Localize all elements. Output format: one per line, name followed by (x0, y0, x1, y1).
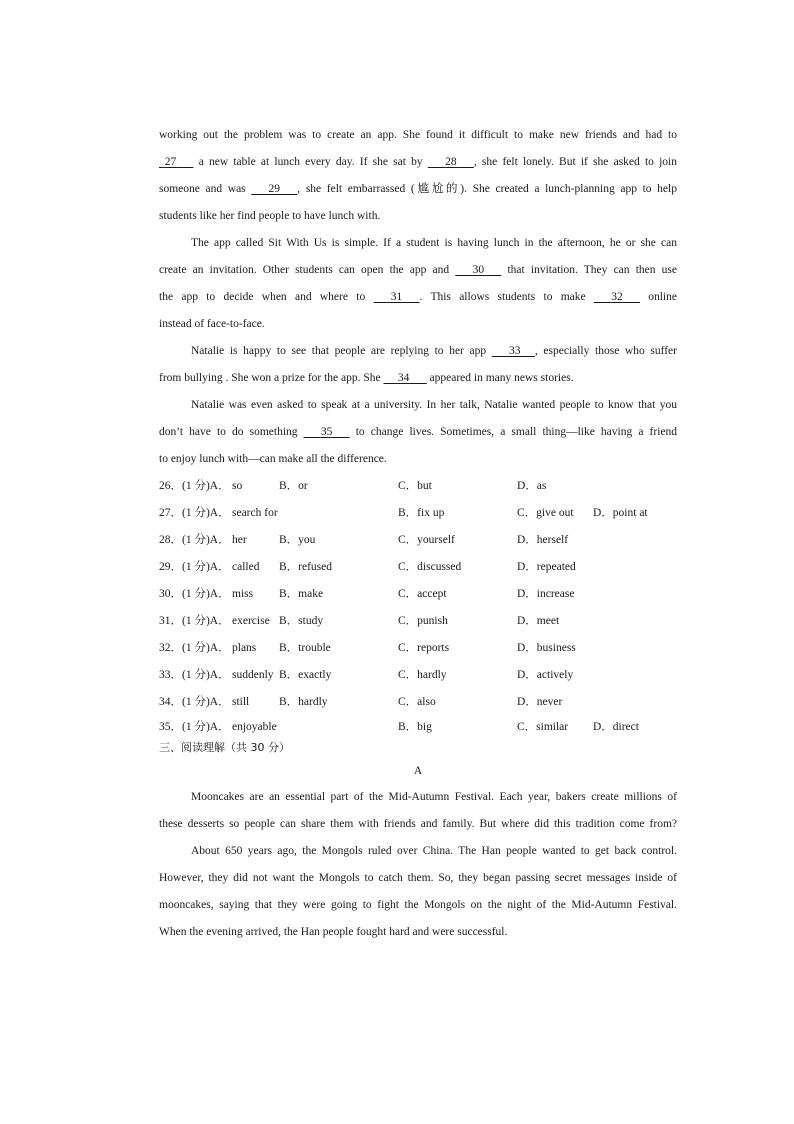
reading-line: About 650 years ago, the Mongols ruled over China. The Han people wanted to get back control. (191, 845, 677, 857)
option-a: suddenly (232, 669, 274, 681)
option-a: miss (232, 588, 254, 600)
question-number: 32．(1 分)A． (159, 642, 230, 654)
option-a: called (232, 561, 260, 573)
option-d: D．repeated (517, 561, 576, 573)
option-b: B．hardly (279, 696, 328, 708)
question-number: 30．(1 分)A． (159, 588, 230, 600)
question-30 (159, 581, 677, 608)
option-a: exercise (232, 615, 270, 627)
option-c: C．also (398, 696, 436, 708)
option-d: D．point at (593, 507, 648, 519)
passage-line: don’t have to do something 35 to change lives. Sometimes, a small thing—like having a friend (159, 419, 677, 446)
passage-line: working out the problem was to create an app. She found it difficult to make new friends and had to (159, 129, 677, 141)
question-number: 29．(1 分)A． (159, 561, 230, 573)
option-d: D．actively (517, 669, 574, 681)
question-number: 26．(1 分)A． (159, 480, 230, 492)
question-number: 31．(1 分)A． (159, 615, 230, 627)
option-b: B．fix up (398, 507, 445, 519)
option-c: C．similar (517, 721, 569, 733)
passage-line: Natalie is happy to see that people are replying to her app 33 , especially those who suffer (159, 338, 677, 365)
option-a: search for (232, 507, 278, 519)
passage-line: Natalie was even asked to speak at a university. In her talk, Natalie wanted people to know that you (191, 399, 677, 411)
passage-line: from bullying . She won a prize for the app. She 34 appeared in many news stories. (159, 365, 677, 392)
question-26 (159, 473, 677, 500)
passage-line: instead of face-to-face. (159, 318, 265, 330)
blank-29: 29 (268, 183, 281, 195)
option-d: D．business (517, 642, 576, 654)
question-29 (159, 554, 677, 581)
exam-page (159, 122, 677, 946)
question-number: 28．(1 分)A． (159, 534, 230, 546)
question-number: 34．(1 分)A． (159, 696, 230, 708)
question-33 (159, 662, 677, 689)
option-b: B．trouble (279, 642, 331, 654)
option-c: C．punish (398, 615, 448, 627)
option-d: D．never (517, 696, 563, 708)
passage-line: to enjoy lunch with—can make all the difference. (159, 453, 387, 465)
blank-32: 32 (611, 291, 623, 303)
option-a: her (232, 534, 247, 546)
option-b: B．you (279, 534, 316, 546)
reading-line: mooncakes, saying that they were going to fight the Mongols on the night of the Mid-Autumn Festival. (159, 899, 677, 911)
option-b: B．or (279, 480, 308, 492)
question-32 (159, 635, 677, 662)
passage-line: the app to decide when and where to 31 . This allows students to make 32 online (159, 284, 677, 311)
option-c: C．yourself (398, 534, 455, 546)
reading-line: Mooncakes are an essential part of the Mid-Autumn Festival. Each year, bakers create millions of (191, 791, 677, 803)
option-a: so (232, 480, 243, 492)
question-28 (159, 527, 677, 554)
passage-line: 27 a new table at lunch every day. If she sat by 28 , she felt lonely. But if she asked to join (159, 149, 677, 176)
reading-line: However, they did not want the Mongols to catch them. So, they began passing secret messages inside of (159, 872, 677, 884)
question-number: 27．(1 分)A． (159, 507, 230, 519)
option-d: D．direct (593, 721, 639, 733)
question-35 (159, 716, 677, 738)
passage-line: The app called Sit With Us is simple. If a student is having lunch in the afternoon, he or she can (191, 237, 677, 249)
question-31 (159, 608, 677, 635)
option-b: B．big (398, 721, 432, 733)
blank-28: 28 (445, 156, 457, 168)
option-a: still (232, 696, 250, 708)
option-c: C．reports (398, 642, 450, 654)
option-a: plans (232, 642, 257, 654)
reading-line: these desserts so people can share them with friends and family. But where did this tradition come from? (159, 818, 677, 830)
passage-line: someone and was 29 , she felt embarrassed (尴尬的). She created a lunch-planning app to help (159, 176, 677, 203)
option-c: C．give out (517, 507, 574, 519)
option-b: B．study (279, 615, 324, 627)
part-label: A (413, 765, 423, 777)
option-c: C．hardly (398, 669, 447, 681)
option-b: B．exactly (279, 669, 332, 681)
option-b: B．make (279, 588, 324, 600)
passage-line: students like her find people to have lunch with. (159, 210, 381, 222)
option-d: D．meet (517, 615, 560, 627)
option-d: D．herself (517, 534, 569, 546)
option-d: D．increase (517, 588, 575, 600)
option-b: B．refused (279, 561, 333, 573)
blank-31: 31 (390, 291, 403, 303)
blank-34: 34 (397, 372, 410, 384)
section-title: 三、阅读理解（共 30 分） (159, 741, 290, 754)
blank-30: 30 (472, 264, 485, 276)
option-c: C．accept (398, 588, 447, 600)
option-d: D．as (517, 480, 547, 492)
passage-line: create an invitation. Other students can open the app and 30 that invitation. They can then use (159, 257, 677, 284)
blank-35: 35 (320, 426, 333, 438)
question-number: 35．(1 分)A． (159, 721, 230, 733)
question-27 (159, 500, 677, 527)
question-34 (159, 689, 677, 716)
reading-line: When the evening arrived, the Han people fought hard and were successful. (159, 926, 508, 938)
option-a: enjoyable (232, 721, 277, 733)
option-c: C．but (398, 480, 432, 492)
option-c: C．discussed (398, 561, 462, 573)
blank-27: 27 (164, 156, 177, 168)
question-number: 33．(1 分)A． (159, 669, 230, 681)
blank-33: 33 (509, 345, 521, 357)
